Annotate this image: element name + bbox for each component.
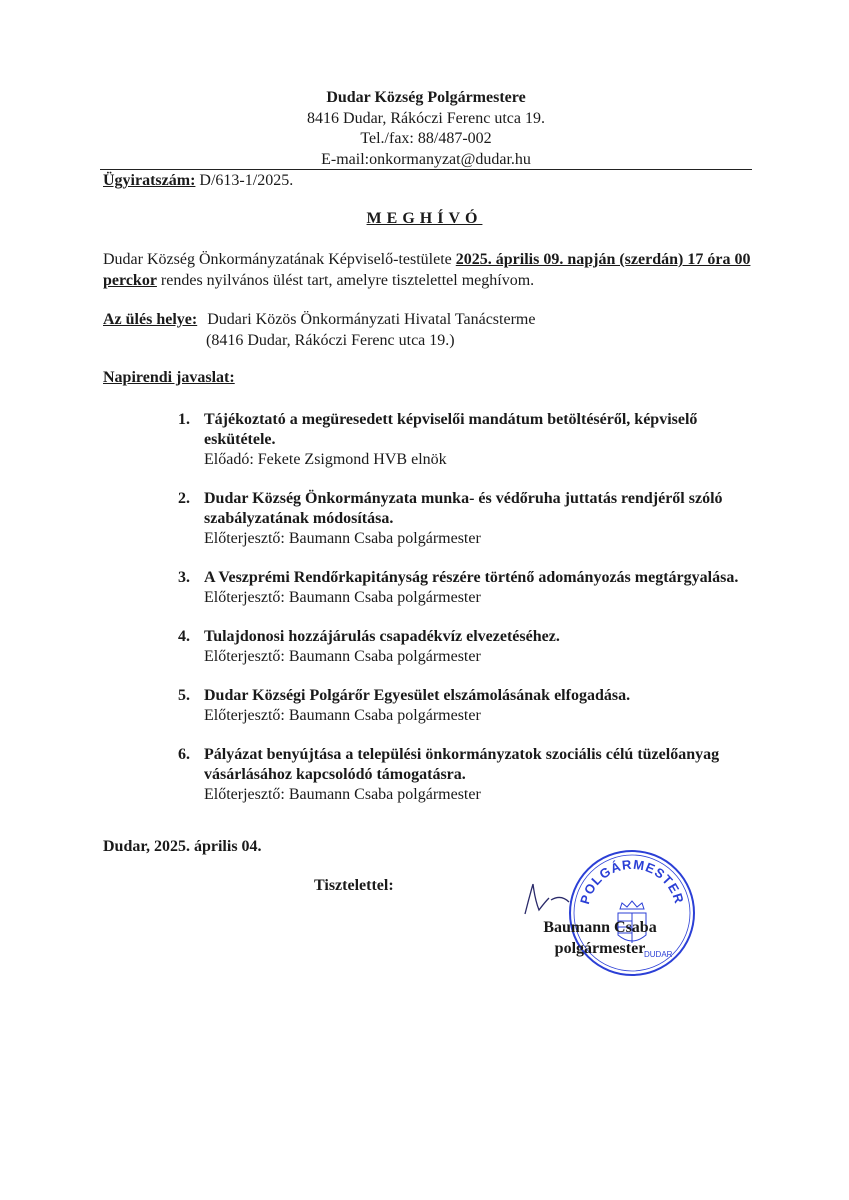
org-address: 8416 Dudar, Rákóczi Ferenc utca 19. — [307, 109, 545, 127]
agenda-item-title: Pályázat benyújtása a települési önkormányzatok szociális célú tüzelőanyag vásárlásához kapcsolódó támogatásra. — [204, 746, 720, 783]
agenda-item-number: 5. — [178, 687, 190, 704]
case-reference-value: D/613-1/2025. — [199, 172, 294, 189]
agenda-item-title: Dudar Községi Polgárőr Egyesület elszámolásának elfogadása. — [204, 687, 631, 704]
signer-block — [525, 918, 675, 959]
agenda-item — [178, 568, 758, 608]
org-email: E-mail:onkormanyzat@dudar.hu — [321, 150, 531, 168]
header-divider — [100, 169, 752, 170]
agenda-item-presenter: Előterjesztő: Baumann Csaba polgármester — [204, 707, 481, 724]
signer-name: Baumann Csaba — [543, 919, 657, 936]
intro-paragraph — [103, 250, 763, 291]
signer-role: polgármester — [554, 939, 646, 957]
stamp-text: POLGÁRMESTER — [576, 856, 688, 906]
agenda-item-number: 6. — [178, 746, 190, 763]
intro-text-post: rendes nyilvános ülést tart, amelyre tisztelettel meghívom. — [160, 271, 535, 289]
agenda-item-presenter: Előterjesztő: Baumann Csaba polgármester — [204, 648, 481, 665]
agenda-item-number: 3. — [178, 569, 190, 586]
agenda-list — [178, 410, 758, 824]
agenda-item-number: 4. — [178, 628, 190, 645]
official-stamp — [566, 847, 698, 979]
agenda-item — [178, 410, 758, 470]
agenda-item-presenter: Előterjesztő: Baumann Csaba polgármester — [204, 589, 481, 606]
agenda-item-title: Tulajdonosi hozzájárulás csapadékvíz elvezetéséhez. — [204, 628, 560, 645]
agenda-item-number: 2. — [178, 490, 190, 507]
agenda-item-presenter: Előadó: Fekete Zsigmond HVB elnök — [204, 451, 447, 468]
agenda-item-title: A Veszprémi Rendőrkapitányság részére történő adományozás megtárgyalása. — [204, 569, 739, 586]
agenda-item — [178, 627, 758, 667]
agenda-item-presenter: Előterjesztő: Baumann Csaba polgármester — [204, 786, 481, 803]
agenda-item-title: Dudar Község Önkormányzata munka- és védőruha juttatás rendjéről szóló szabályzatának módosítása. — [204, 490, 723, 527]
agenda-item-title: Tájékoztató a megüresedett képviselői mandátum betöltéséről, képviselő eskütétele. — [204, 411, 698, 448]
org-phone: Tel./fax: 88/487-002 — [360, 130, 492, 147]
agenda-item-presenter: Előterjesztő: Baumann Csaba polgármester — [204, 530, 481, 547]
venue-line1: Dudari Közös Önkormányzati Hivatal Tanácsterme — [207, 311, 536, 328]
agenda-item-number: 1. — [178, 411, 190, 428]
venue — [103, 310, 535, 351]
case-reference-label: Ügyiratszám: — [103, 172, 196, 189]
date-line: Dudar, 2025. április 04. — [103, 838, 262, 855]
org-name: Dudar Község Polgármestere — [326, 89, 526, 106]
stamp-bottom-text: DUDAR — [644, 950, 673, 959]
closing-salutation: Tisztelettel: — [314, 877, 394, 894]
agenda-item — [178, 489, 758, 549]
agenda-item — [178, 745, 758, 805]
document-title: MEGHÍVÓ — [366, 210, 483, 227]
agenda-item — [178, 686, 758, 726]
venue-label: Az ülés helye: — [103, 311, 198, 328]
intro-text-pre: Dudar Község Önkormányzatának Képviselő-testülete — [103, 251, 452, 268]
case-reference — [103, 172, 293, 190]
letterhead — [100, 88, 752, 170]
meeting-datetime: 2025. április 09. napján (szerdán) 17 óra 00 perckor — [103, 251, 751, 289]
venue-line2: (8416 Dudar, Rákóczi Ferenc utca 19.) — [206, 331, 455, 349]
agenda-heading: Napirendi javaslat: — [103, 369, 235, 386]
